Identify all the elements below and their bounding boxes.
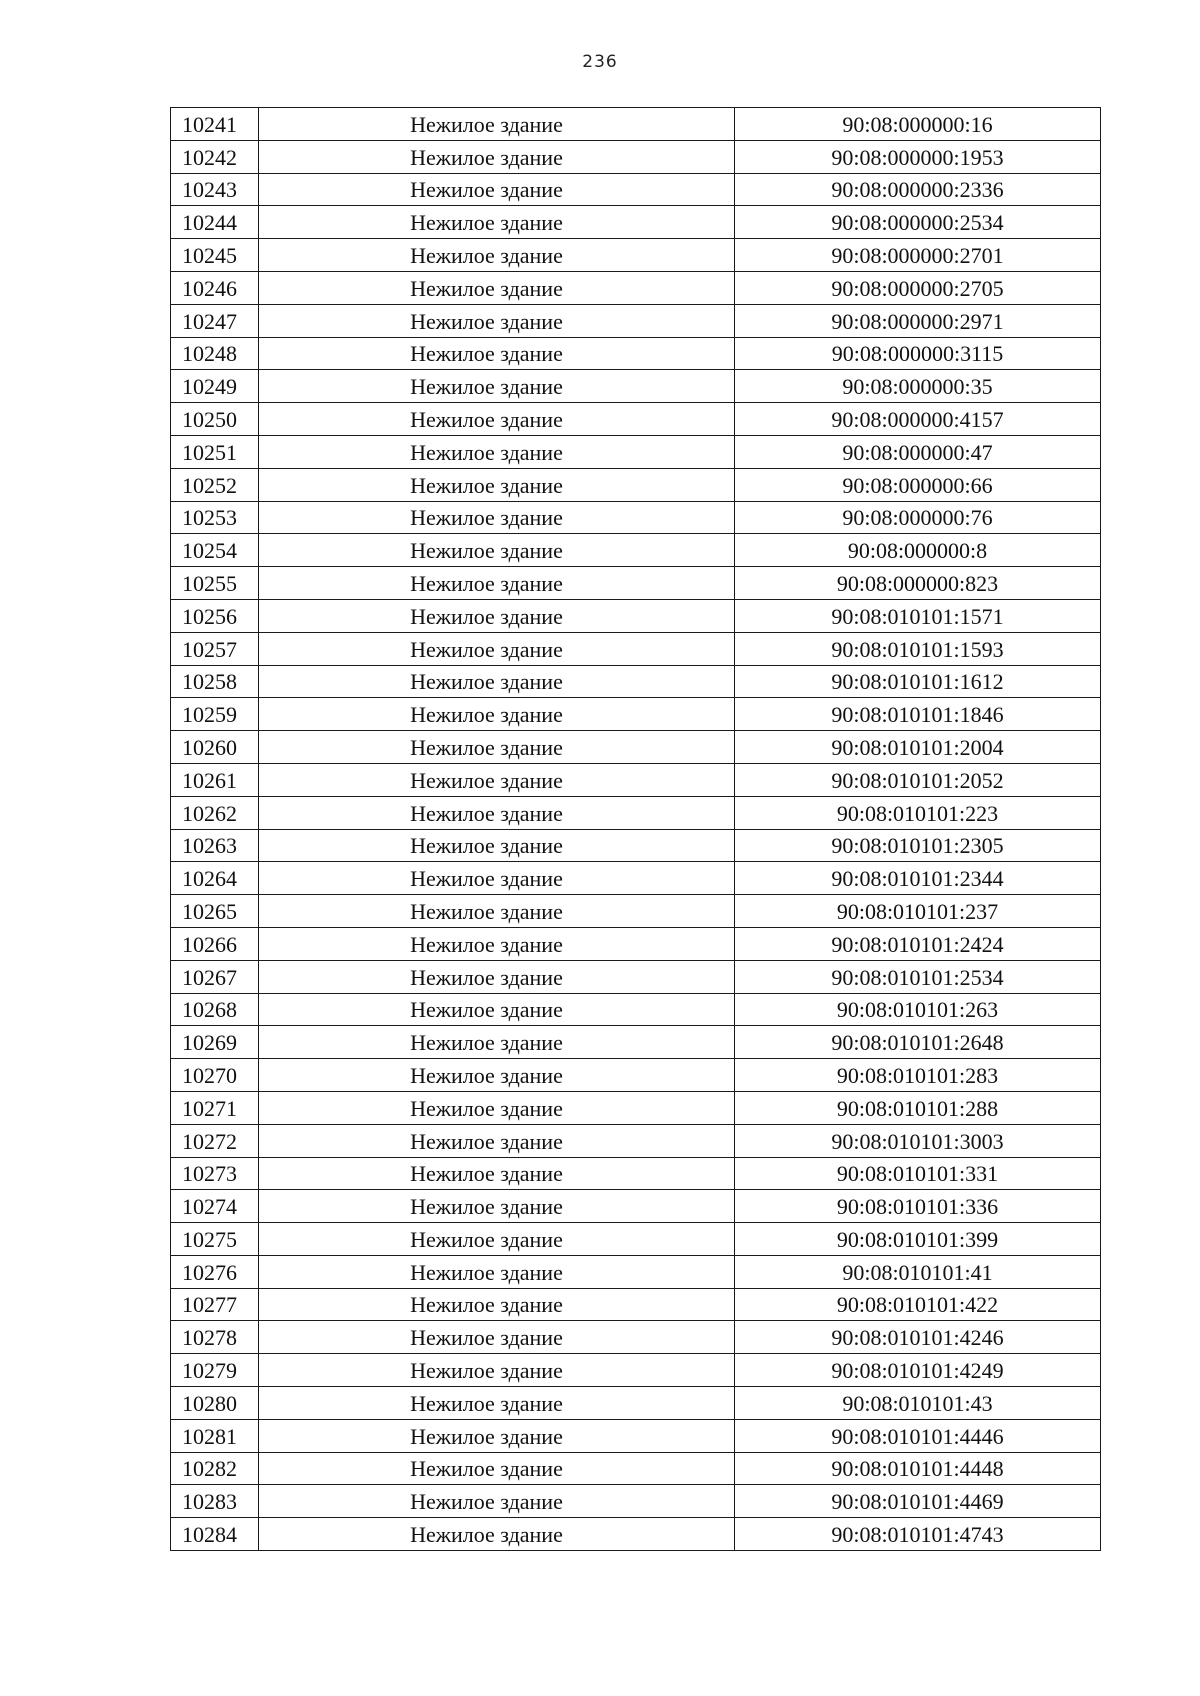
- row-number-cell: 10284: [171, 1518, 259, 1551]
- cadastral-number-cell: 90:08:010101:2305: [735, 829, 1101, 862]
- row-number-cell: 10280: [171, 1387, 259, 1420]
- row-number-cell: 10253: [171, 501, 259, 534]
- object-type-cell: Нежилое здание: [259, 927, 735, 960]
- cadastral-number-cell: 90:08:010101:4448: [735, 1452, 1101, 1485]
- row-number-cell: 10275: [171, 1223, 259, 1256]
- table-row: [171, 1059, 1101, 1092]
- table-row: [171, 1190, 1101, 1223]
- object-type-cell: Нежилое здание: [259, 698, 735, 731]
- row-number-cell: 10243: [171, 173, 259, 206]
- cadastral-number-cell: 90:08:010101:263: [735, 993, 1101, 1026]
- cadastral-number-cell: 90:08:010101:4249: [735, 1354, 1101, 1387]
- cadastral-number-cell: 90:08:000000:2336: [735, 173, 1101, 206]
- table-row: [171, 1288, 1101, 1321]
- row-number-cell: 10281: [171, 1419, 259, 1452]
- table-row: [171, 468, 1101, 501]
- table-row: [171, 1223, 1101, 1256]
- cadastral-number-cell: 90:08:010101:2648: [735, 1026, 1101, 1059]
- row-number-cell: 10264: [171, 862, 259, 895]
- cadastral-number-cell: 90:08:010101:4446: [735, 1419, 1101, 1452]
- row-number-cell: 10256: [171, 599, 259, 632]
- row-number-cell: 10254: [171, 534, 259, 567]
- row-number-cell: 10276: [171, 1255, 259, 1288]
- table-row: [171, 862, 1101, 895]
- table-row: [171, 763, 1101, 796]
- row-number-cell: 10259: [171, 698, 259, 731]
- object-type-cell: Нежилое здание: [259, 1026, 735, 1059]
- table-row: [171, 665, 1101, 698]
- cadastral-number-cell: 90:08:000000:2705: [735, 271, 1101, 304]
- object-type-cell: Нежилое здание: [259, 599, 735, 632]
- cadastral-number-cell: 90:08:010101:399: [735, 1223, 1101, 1256]
- table-row: [171, 1091, 1101, 1124]
- object-type-cell: Нежилое здание: [259, 239, 735, 272]
- row-number-cell: 10252: [171, 468, 259, 501]
- table-row: [171, 173, 1101, 206]
- table-row: [171, 960, 1101, 993]
- object-type-cell: Нежилое здание: [259, 304, 735, 337]
- cadastral-number-cell: 90:08:000000:4157: [735, 403, 1101, 436]
- object-type-cell: Нежилое здание: [259, 1387, 735, 1420]
- row-number-cell: 10250: [171, 403, 259, 436]
- table-row: [171, 403, 1101, 436]
- object-type-cell: Нежилое здание: [259, 1157, 735, 1190]
- row-number-cell: 10251: [171, 435, 259, 468]
- cadastral-number-cell: 90:08:010101:1593: [735, 632, 1101, 665]
- cadastral-number-cell: 90:08:010101:1612: [735, 665, 1101, 698]
- cadastral-number-cell: 90:08:010101:1846: [735, 698, 1101, 731]
- cadastral-number-cell: 90:08:000000:16: [735, 108, 1101, 141]
- page-number: 236: [582, 52, 618, 72]
- object-type-cell: Нежилое здание: [259, 960, 735, 993]
- table-row: [171, 567, 1101, 600]
- cadastral-number-cell: 90:08:010101:336: [735, 1190, 1101, 1223]
- row-number-cell: 10248: [171, 337, 259, 370]
- object-type-cell: Нежилое здание: [259, 468, 735, 501]
- row-number-cell: 10274: [171, 1190, 259, 1223]
- row-number-cell: 10257: [171, 632, 259, 665]
- table-row: [171, 501, 1101, 534]
- table-row: [171, 304, 1101, 337]
- table-row: [171, 698, 1101, 731]
- row-number-cell: 10262: [171, 796, 259, 829]
- row-number-cell: 10245: [171, 239, 259, 272]
- cadastral-number-cell: 90:08:010101:4469: [735, 1485, 1101, 1518]
- cadastral-number-cell: 90:08:000000:35: [735, 370, 1101, 403]
- table-row: [171, 1124, 1101, 1157]
- object-type-cell: Нежилое здание: [259, 1452, 735, 1485]
- row-number-cell: 10241: [171, 108, 259, 141]
- cadastral-number-cell: 90:08:000000:2534: [735, 206, 1101, 239]
- table-row: [171, 632, 1101, 665]
- object-type-cell: Нежилое здание: [259, 763, 735, 796]
- table-row: [171, 731, 1101, 764]
- object-type-cell: Нежилое здание: [259, 1190, 735, 1223]
- table-row: [171, 1518, 1101, 1551]
- object-type-cell: Нежилое здание: [259, 731, 735, 764]
- table-row: [171, 993, 1101, 1026]
- table-row: [171, 1354, 1101, 1387]
- cadastral-number-cell: 90:08:010101:4246: [735, 1321, 1101, 1354]
- row-number-cell: 10246: [171, 271, 259, 304]
- row-number-cell: 10279: [171, 1354, 259, 1387]
- table-row: [171, 1419, 1101, 1452]
- cadastral-number-cell: 90:08:010101:2344: [735, 862, 1101, 895]
- object-type-cell: Нежилое здание: [259, 796, 735, 829]
- object-type-cell: Нежилое здание: [259, 1485, 735, 1518]
- object-type-cell: Нежилое здание: [259, 895, 735, 928]
- object-type-cell: Нежилое здание: [259, 1091, 735, 1124]
- row-number-cell: 10255: [171, 567, 259, 600]
- object-type-cell: Нежилое здание: [259, 567, 735, 600]
- object-type-cell: Нежилое здание: [259, 1518, 735, 1551]
- cadastral-number-cell: 90:08:010101:237: [735, 895, 1101, 928]
- table-row: [171, 1387, 1101, 1420]
- table-row: [171, 796, 1101, 829]
- table-row: [171, 108, 1101, 141]
- table-row: [171, 1485, 1101, 1518]
- cadastral-number-cell: 90:08:010101:2534: [735, 960, 1101, 993]
- object-type-cell: Нежилое здание: [259, 1419, 735, 1452]
- row-number-cell: 10242: [171, 140, 259, 173]
- row-number-cell: 10268: [171, 993, 259, 1026]
- object-type-cell: Нежилое здание: [259, 206, 735, 239]
- cadastral-number-cell: 90:08:000000:823: [735, 567, 1101, 600]
- table-row: [171, 239, 1101, 272]
- row-number-cell: 10277: [171, 1288, 259, 1321]
- row-number-cell: 10266: [171, 927, 259, 960]
- cadastral-number-cell: 90:08:010101:2004: [735, 731, 1101, 764]
- object-type-cell: Нежилое здание: [259, 1223, 735, 1256]
- object-type-cell: Нежилое здание: [259, 173, 735, 206]
- table-row: [171, 534, 1101, 567]
- row-number-cell: 10247: [171, 304, 259, 337]
- cadastral-number-cell: 90:08:010101:331: [735, 1157, 1101, 1190]
- row-number-cell: 10270: [171, 1059, 259, 1092]
- object-type-cell: Нежилое здание: [259, 1321, 735, 1354]
- row-number-cell: 10272: [171, 1124, 259, 1157]
- object-type-cell: Нежилое здание: [259, 435, 735, 468]
- object-type-cell: Нежилое здание: [259, 108, 735, 141]
- table-row: [171, 1157, 1101, 1190]
- row-number-cell: 10261: [171, 763, 259, 796]
- row-number-cell: 10265: [171, 895, 259, 928]
- table-row: [171, 1452, 1101, 1485]
- object-type-cell: Нежилое здание: [259, 337, 735, 370]
- object-type-cell: Нежилое здание: [259, 632, 735, 665]
- object-type-cell: Нежилое здание: [259, 403, 735, 436]
- cadastral-number-cell: 90:08:000000:76: [735, 501, 1101, 534]
- row-number-cell: 10278: [171, 1321, 259, 1354]
- row-number-cell: 10283: [171, 1485, 259, 1518]
- object-type-cell: Нежилое здание: [259, 271, 735, 304]
- cadastral-number-cell: 90:08:010101:288: [735, 1091, 1101, 1124]
- object-type-cell: Нежилое здание: [259, 993, 735, 1026]
- row-number-cell: 10267: [171, 960, 259, 993]
- table-row: [171, 1255, 1101, 1288]
- object-type-cell: Нежилое здание: [259, 370, 735, 403]
- row-number-cell: 10273: [171, 1157, 259, 1190]
- cadastral-number-cell: 90:08:000000:2971: [735, 304, 1101, 337]
- table-row: [171, 206, 1101, 239]
- table-row: [171, 337, 1101, 370]
- cadastral-number-cell: 90:08:000000:66: [735, 468, 1101, 501]
- cadastral-number-cell: 90:08:010101:422: [735, 1288, 1101, 1321]
- row-number-cell: 10282: [171, 1452, 259, 1485]
- row-number-cell: 10263: [171, 829, 259, 862]
- cadastral-number-cell: 90:08:010101:2052: [735, 763, 1101, 796]
- table-row: [171, 271, 1101, 304]
- table-row: [171, 435, 1101, 468]
- row-number-cell: 10269: [171, 1026, 259, 1059]
- cadastral-number-cell: 90:08:010101:43: [735, 1387, 1101, 1420]
- table-row: [171, 599, 1101, 632]
- table-row: [171, 829, 1101, 862]
- object-type-cell: Нежилое здание: [259, 829, 735, 862]
- object-type-cell: Нежилое здание: [259, 862, 735, 895]
- cadastral-number-cell: 90:08:000000:8: [735, 534, 1101, 567]
- row-number-cell: 10244: [171, 206, 259, 239]
- table-row: [171, 140, 1101, 173]
- object-type-cell: Нежилое здание: [259, 1255, 735, 1288]
- cadastral-number-cell: 90:08:000000:1953: [735, 140, 1101, 173]
- table-row: [171, 1321, 1101, 1354]
- cadastral-number-cell: 90:08:000000:47: [735, 435, 1101, 468]
- registry-table-body: [171, 108, 1101, 1551]
- object-type-cell: Нежилое здание: [259, 1059, 735, 1092]
- object-type-cell: Нежилое здание: [259, 501, 735, 534]
- row-number-cell: 10258: [171, 665, 259, 698]
- row-number-cell: 10249: [171, 370, 259, 403]
- object-type-cell: Нежилое здание: [259, 1354, 735, 1387]
- cadastral-number-cell: 90:08:010101:41: [735, 1255, 1101, 1288]
- cadastral-number-cell: 90:08:010101:223: [735, 796, 1101, 829]
- table-row: [171, 1026, 1101, 1059]
- object-type-cell: Нежилое здание: [259, 140, 735, 173]
- object-type-cell: Нежилое здание: [259, 1124, 735, 1157]
- table-row: [171, 927, 1101, 960]
- cadastral-number-cell: 90:08:010101:3003: [735, 1124, 1101, 1157]
- cadastral-number-cell: 90:08:000000:2701: [735, 239, 1101, 272]
- object-type-cell: Нежилое здание: [259, 665, 735, 698]
- cadastral-number-cell: 90:08:010101:283: [735, 1059, 1101, 1092]
- registry-table: [170, 107, 1101, 1551]
- cadastral-number-cell: 90:08:000000:3115: [735, 337, 1101, 370]
- object-type-cell: Нежилое здание: [259, 1288, 735, 1321]
- cadastral-number-cell: 90:08:010101:2424: [735, 927, 1101, 960]
- row-number-cell: 10260: [171, 731, 259, 764]
- object-type-cell: Нежилое здание: [259, 534, 735, 567]
- cadastral-number-cell: 90:08:010101:1571: [735, 599, 1101, 632]
- table-row: [171, 370, 1101, 403]
- cadastral-number-cell: 90:08:010101:4743: [735, 1518, 1101, 1551]
- row-number-cell: 10271: [171, 1091, 259, 1124]
- table-row: [171, 895, 1101, 928]
